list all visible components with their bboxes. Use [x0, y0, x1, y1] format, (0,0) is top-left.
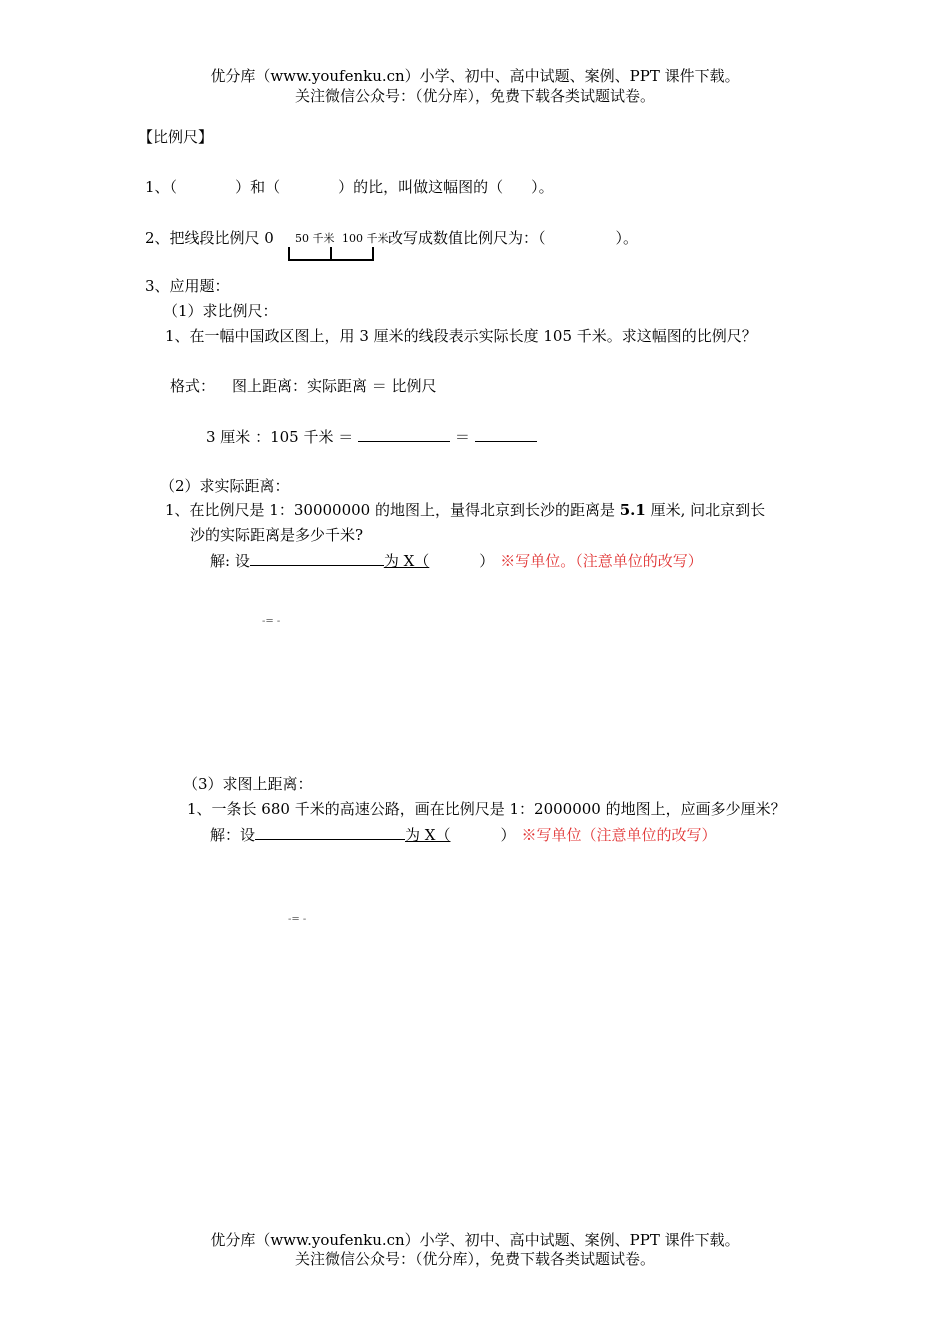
sub2-problem-distance: 5.1 [619, 501, 646, 519]
sub2-problem-c: 厘米, 问北京到长 [645, 501, 766, 519]
question-3-title: 3、应用题： [145, 277, 230, 295]
q2-end-text: ）。 [615, 229, 639, 247]
q2-suffix-text: 改写成数值比例尺为：（ [388, 229, 546, 247]
scale-label-50: 50 千米 [295, 232, 335, 245]
sub3-title: （3）求图上距离： [183, 775, 313, 793]
sub3-unknown-blank[interactable] [255, 824, 405, 840]
sub2-solution [210, 550, 703, 571]
scale-answer-blank[interactable] [475, 426, 537, 442]
sub2-solve-a: 解: 设 [210, 552, 250, 570]
footer-line-1: 优分库（www.youfenku.cn）小学、初中、高中试题、案例、PPT 课件下载。 [210, 1231, 740, 1249]
sub2-note: ※写单位。（注意单位的改写） [500, 552, 703, 570]
header-line-2: 关注微信公众号：（优分库），免费下载各类试题试卷。 [294, 87, 655, 105]
section-title: 【比例尺】 [138, 128, 214, 146]
header-line-1: 优分库（www.youfenku.cn）小学、初中、高中试题、案例、PPT 课件下载。 [210, 67, 740, 85]
sub2-problem-a: 1、在比例尺是 1：30000000 的地图上，量得北京到长沙的距离是 [165, 501, 620, 519]
footer-line-2: 关注微信公众号：（优分库），免费下载各类试题试卷。 [294, 1250, 655, 1268]
sub3-faint-mark: -= - [288, 914, 307, 925]
sub3-solution [210, 824, 717, 845]
sub1-calc-eq: ＝ [454, 428, 470, 446]
scale-label-100: 100 千米 [342, 232, 389, 245]
sub1-problem: 1、在一幅中国政区图上，用 3 厘米的线段表示实际长度 105 千米。求这幅图的比例尺？ [165, 327, 757, 345]
q1-part-2: ）和（ [235, 178, 281, 196]
sub2-solve-b: 为 X（ [383, 552, 430, 570]
sub1-format-label: 格式： [170, 377, 216, 395]
q1-part-3: ）的比，叫做这幅图的（ [338, 178, 504, 196]
sub2-problem-line-2: 沙的实际距离是多少千米? [190, 526, 364, 544]
sub1-format-text: 图上距离：实际距离 ＝ 比例尺 [232, 377, 437, 395]
sub2-faint-mark: -= - [262, 616, 281, 627]
sub2-problem-line-1 [165, 500, 765, 520]
q1-part-1: （ [169, 178, 178, 196]
sub1-calculation [206, 426, 537, 447]
sub3-solve-a: 解：设 [210, 826, 256, 844]
sub3-note: ※写单位（注意单位的改写） [521, 826, 717, 844]
sub2-title: （2）求实际距离： [160, 477, 290, 495]
question-1 [145, 177, 554, 197]
q1-part-4: ）。 [531, 178, 554, 196]
sub3-problem: 1、一条长 680 千米的高速公路，画在比例尺是 1：2000000 的地图上，应画多少厘米？ [187, 800, 786, 818]
question-2-suffix [388, 228, 638, 248]
question-2-prefix: 2、把线段比例尺 0 [145, 229, 274, 247]
sub3-solve-b: 为 X（ [405, 826, 451, 844]
sub2-unknown-blank[interactable] [250, 550, 384, 566]
ratio-answer-blank[interactable] [358, 426, 450, 442]
sub1-title: （1）求比例尺： [163, 302, 278, 320]
sub1-calc-left: 3 厘米 ：105 千米 ＝ [206, 428, 354, 446]
sub2-solve-c: ） [479, 552, 495, 570]
q1-number: 1、 [145, 178, 170, 196]
sub3-solve-c: ） [500, 826, 516, 844]
